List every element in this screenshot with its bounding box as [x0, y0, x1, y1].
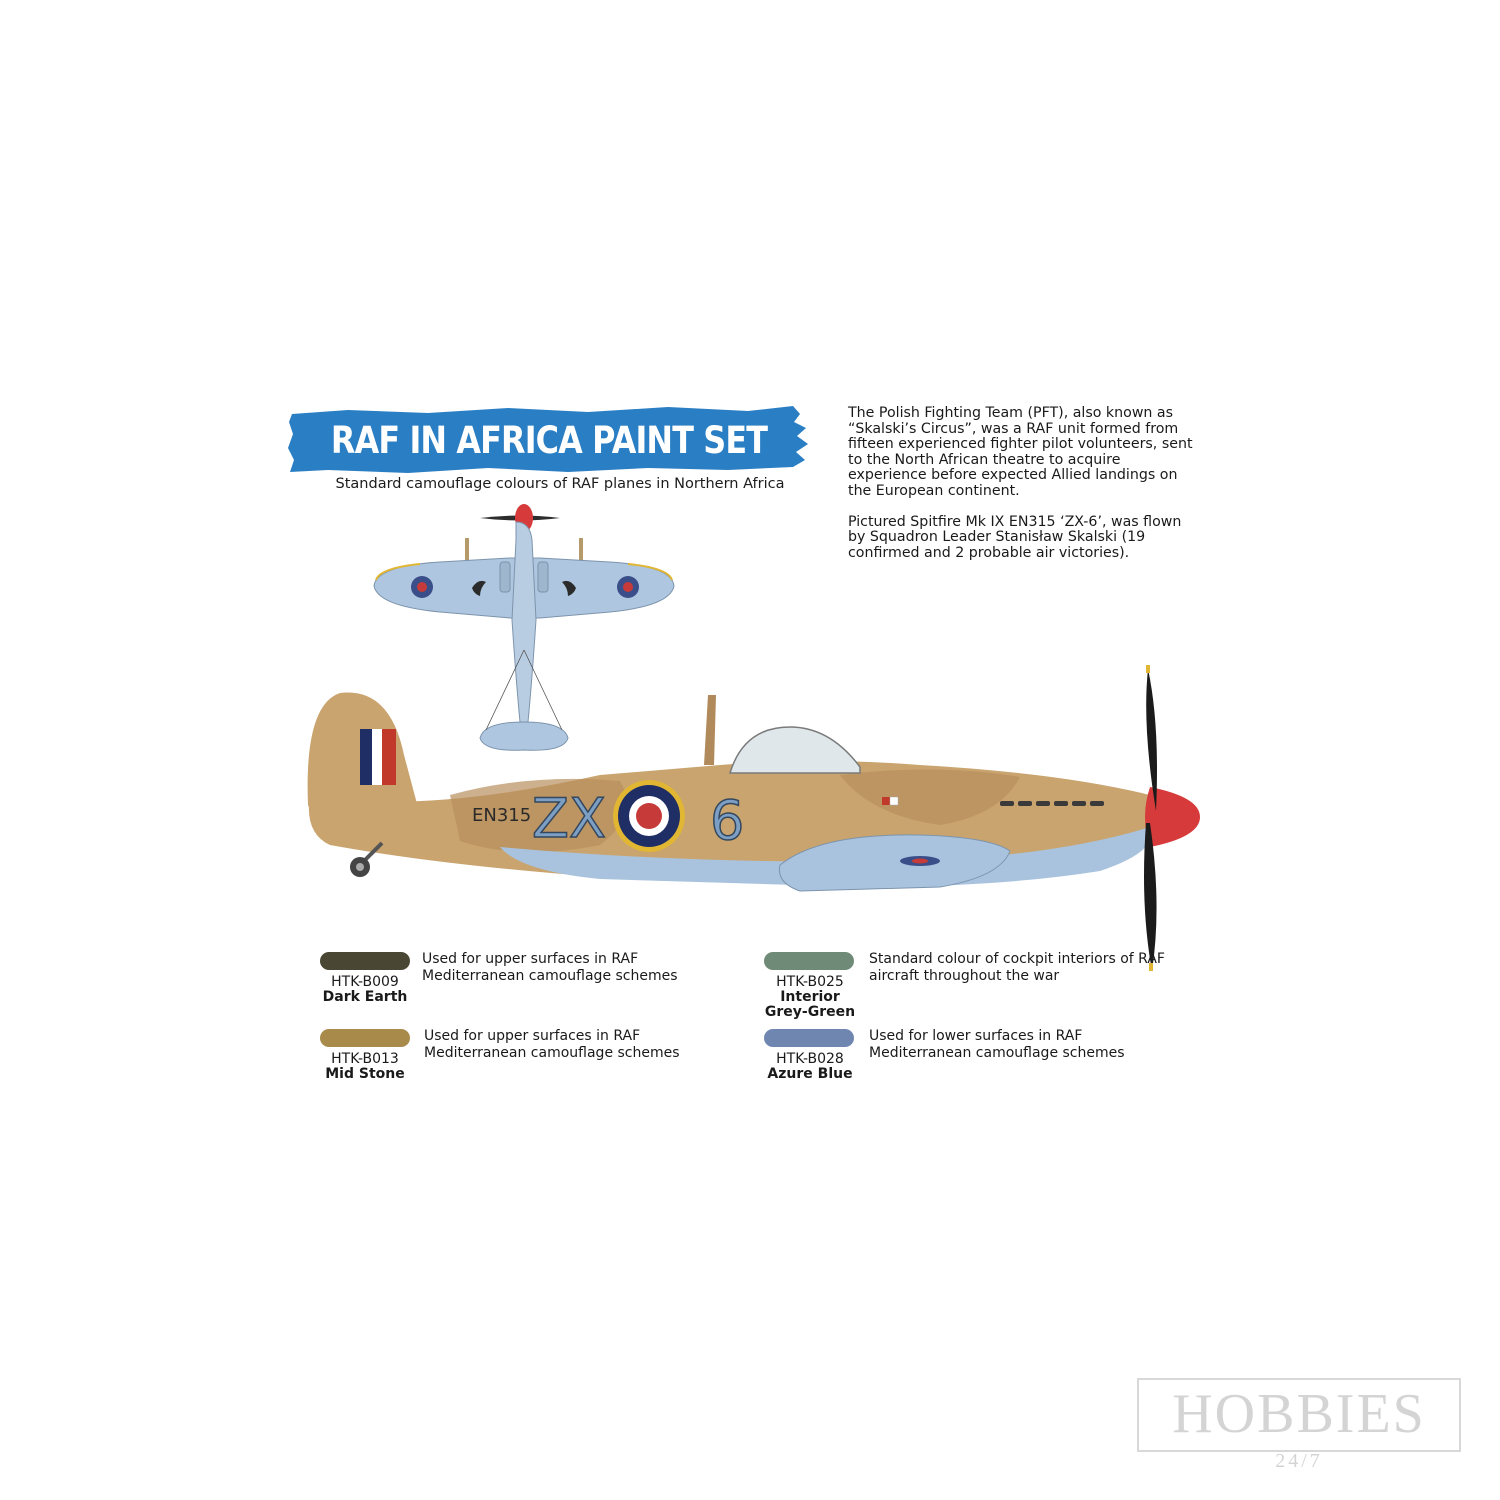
subtitle: Standard camouflage colours of RAF planes in Northern Africa — [335, 476, 785, 492]
aircraft-serial: EN315 — [472, 805, 532, 826]
paint-name: Azure Blue — [767, 1066, 853, 1082]
hobbies-watermark-logo — [1137, 1378, 1461, 1474]
title-banner — [288, 404, 810, 476]
paint-code-dark-earth — [310, 975, 420, 1005]
paint-name: Mid Stone — [325, 1066, 405, 1082]
paint-name-line-2: Grey-Green — [764, 1004, 856, 1020]
paint-code: HTK-B028 — [776, 1051, 844, 1067]
info-text — [848, 406, 1193, 576]
paint-description-dark-earth: Used for upper surfaces in RAF Mediterranean camouflage schemes — [422, 951, 678, 984]
aircraft-side-profile — [300, 665, 1210, 981]
swatch-mid-stone — [320, 1029, 410, 1047]
watermark-brand: HOBBIES — [1172, 1383, 1426, 1445]
paint-description-mid-stone: Used for upper surfaces in RAF Mediterranean camouflage schemes — [424, 1028, 680, 1061]
paint-name: Interior — [780, 989, 840, 1005]
paint-name: Dark Earth — [322, 989, 408, 1005]
paint-code-interior-grey-green — [755, 975, 865, 1020]
paint-code: HTK-B025 — [776, 974, 844, 990]
watermark-sub: 24/7 — [1275, 1450, 1323, 1472]
paint-code: HTK-B009 — [331, 974, 399, 990]
paint-description-interior-grey-green: Standard colour of cockpit interiors of RAF aircraft throughout the war — [869, 951, 1165, 984]
aircraft-code-number: 6 — [710, 789, 745, 852]
paint-description-azure-blue: Used for lower surfaces in RAF Mediterranean camouflage schemes — [869, 1028, 1125, 1061]
info-paragraph-2: Pictured Spitfire Mk IX EN315 ‘ZX-6’, was flown by Squadron Leader Stanisław Skalski (19 confirmed and 2 probable air victories). — [848, 513, 1182, 561]
aircraft-code-letters: ZX — [532, 787, 606, 850]
swatch-azure-blue — [764, 1029, 854, 1047]
swatch-interior-grey-green — [764, 952, 854, 970]
paint-code-azure-blue — [755, 1052, 865, 1082]
info-paragraph-1: The Polish Fighting Team (PFT), also known as “Skalski’s Circus”, was a RAF unit formed from fifteen experienced fighter pilot volunteers, sent to the North African theatre to acquire experience before expected Allied landings on the European continent. — [848, 405, 1193, 499]
paint-code-mid-stone — [310, 1052, 420, 1082]
paint-code: HTK-B013 — [331, 1051, 399, 1067]
page-title: RAF IN AFRICA PAINT SET — [330, 418, 768, 462]
swatch-dark-earth — [320, 952, 410, 970]
